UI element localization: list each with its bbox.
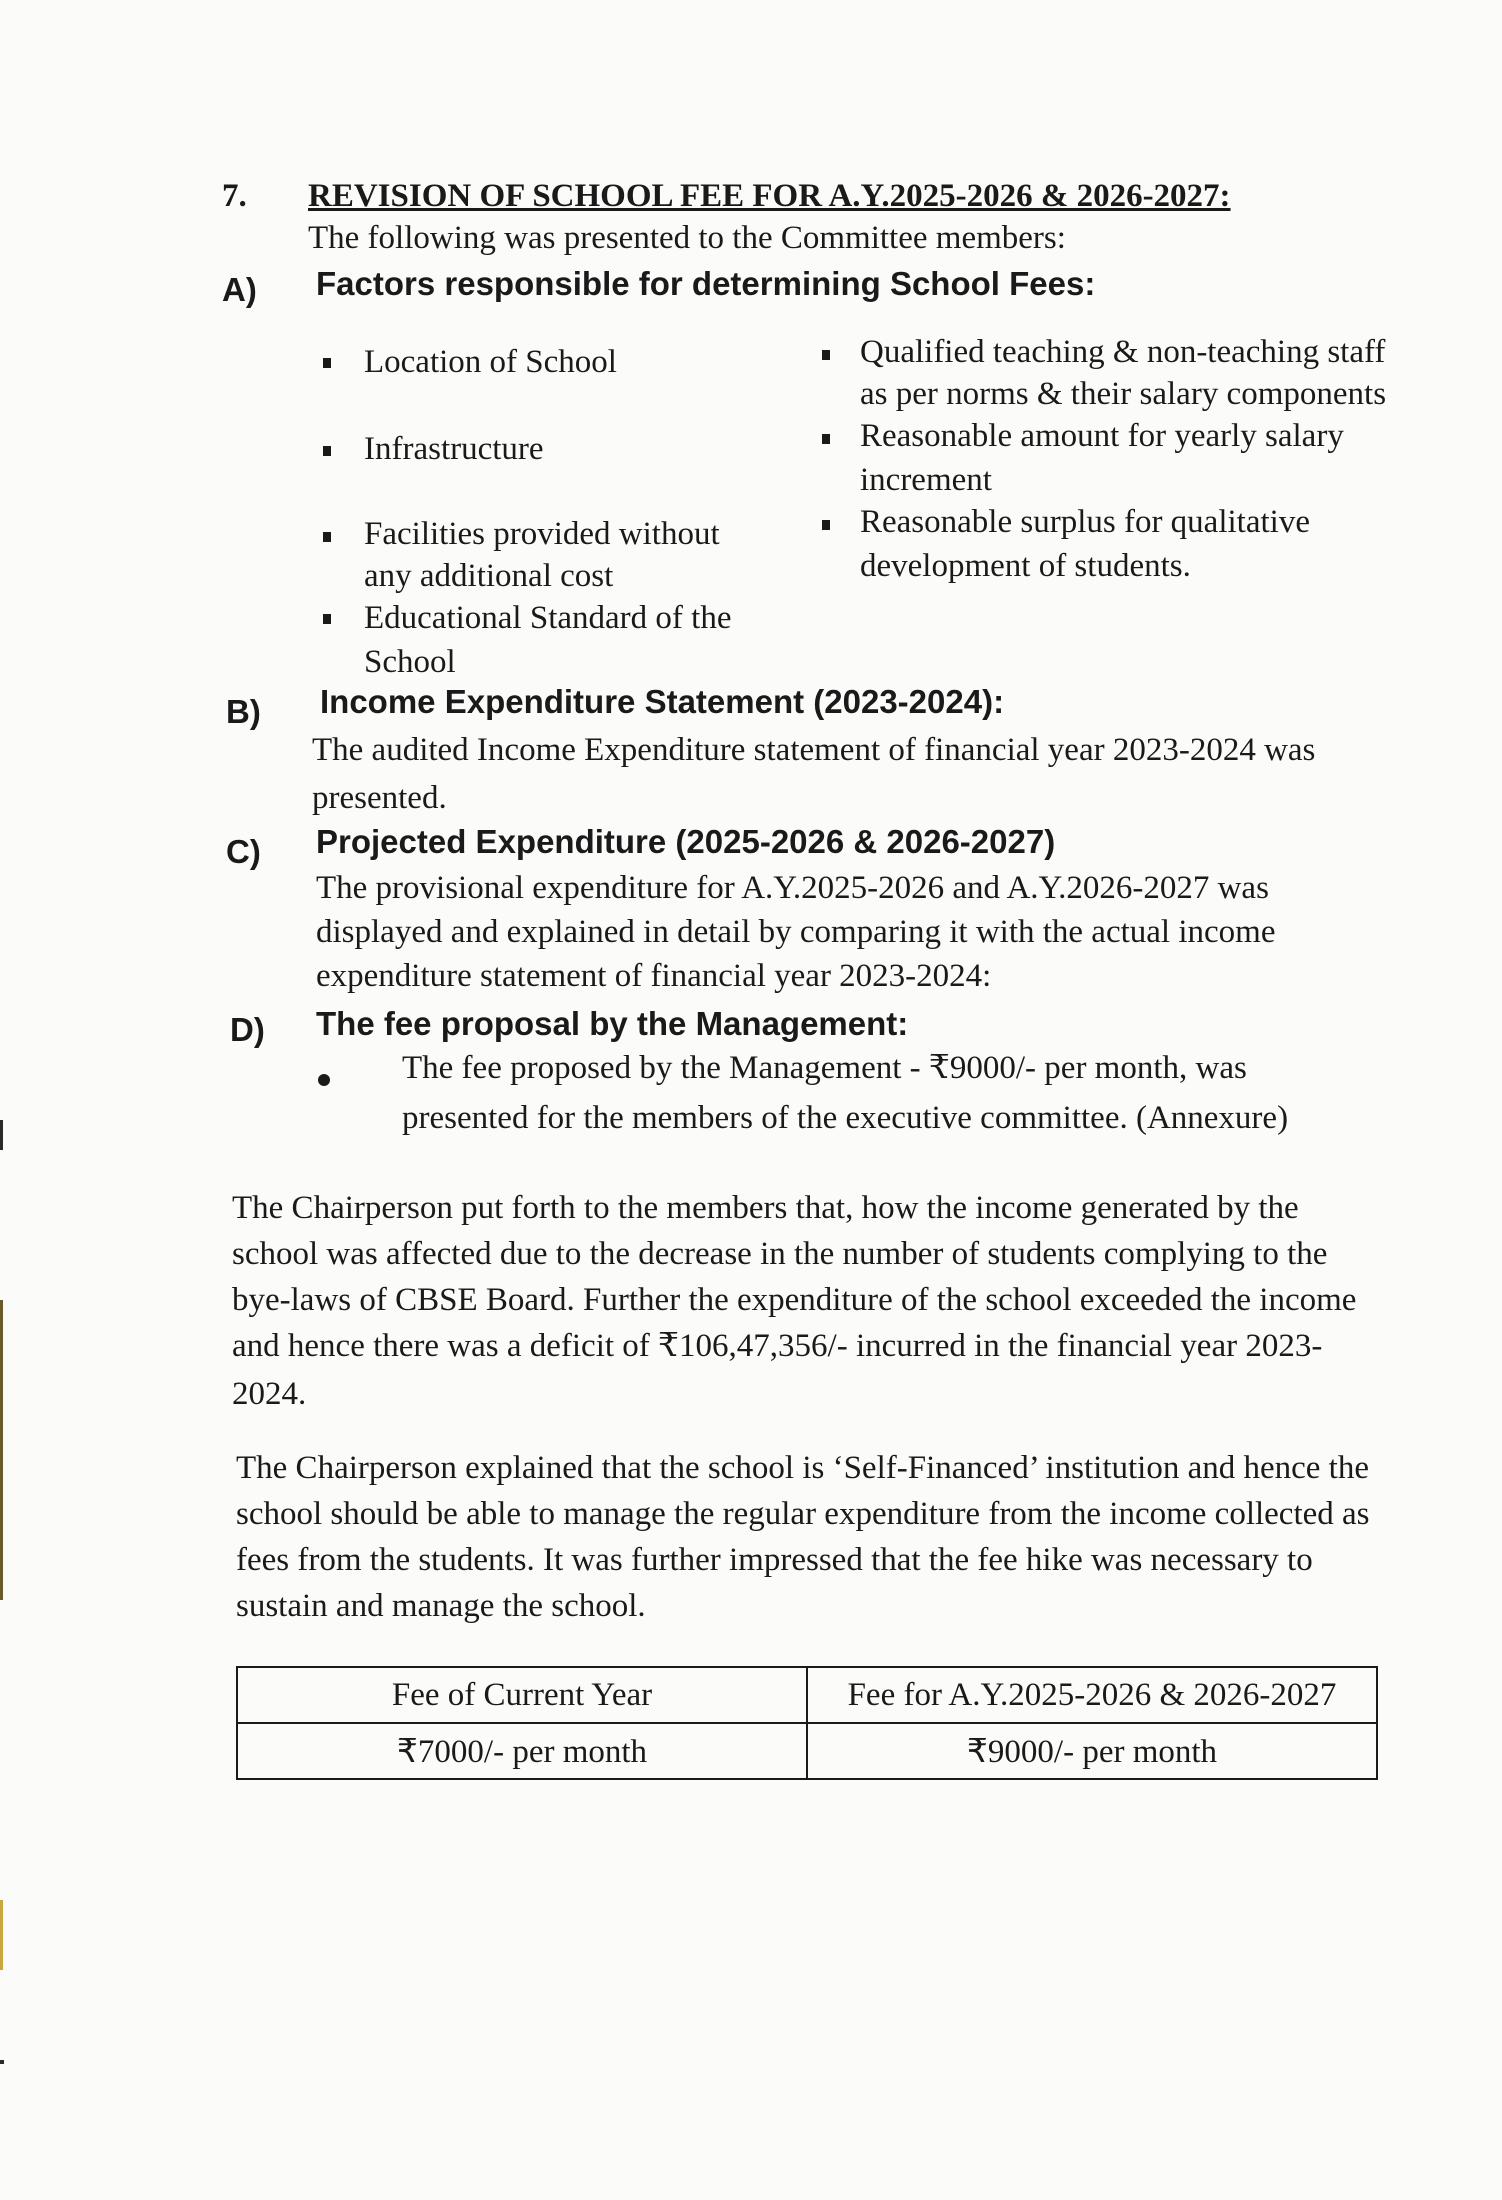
table-cell: ₹7000/- per month — [237, 1723, 807, 1779]
list-item: Location of School — [364, 344, 617, 380]
square-bullet-icon — [323, 358, 331, 368]
paragraph-line: school was affected due to the decrease in the number of students complying to the — [232, 1236, 1328, 1272]
list-item: Reasonable amount for yearly salary — [860, 418, 1344, 454]
part-d-heading: The fee proposal by the Management: — [316, 1005, 909, 1042]
list-item: Qualified teaching & non-teaching staff — [860, 334, 1386, 370]
round-bullet-icon — [318, 1074, 330, 1086]
section-number: 7. — [222, 178, 247, 214]
square-bullet-icon — [822, 434, 830, 444]
list-item-continued: any additional cost — [364, 558, 614, 594]
part-d-bullet-line: presented for the members of the executive committee. (Annexure) — [402, 1100, 1289, 1136]
square-bullet-icon — [323, 532, 331, 542]
list-item-continued: development of students. — [860, 548, 1191, 584]
scan-edge-mark — [0, 1900, 3, 1970]
list-item-continued: as per norms & their salary components — [860, 376, 1387, 412]
part-b-text-line: presented. — [312, 780, 447, 816]
list-item: Infrastructure — [364, 431, 544, 467]
part-d-label: D) — [230, 1011, 265, 1048]
square-bullet-icon — [323, 614, 331, 624]
list-item-continued: School — [364, 644, 456, 680]
part-b-label: B) — [226, 693, 261, 730]
table-header-cell: Fee of Current Year — [237, 1667, 807, 1723]
table-row — [237, 1723, 1377, 1779]
part-c-text-line: displayed and explained in detail by comparing it with the actual income — [316, 914, 1276, 950]
section-intro: The following was presented to the Committee members: — [308, 220, 1066, 256]
paragraph-line: bye-laws of CBSE Board. Further the expenditure of the school exceeded the income — [232, 1282, 1357, 1318]
paragraph-line: school should be able to manage the regular expenditure from the income collected as — [236, 1496, 1370, 1532]
table-cell: ₹9000/- per month — [807, 1723, 1377, 1779]
part-c-text-line: The provisional expenditure for A.Y.2025-2026 and A.Y.2026-2027 was — [316, 870, 1269, 906]
part-a-heading: Factors responsible for determining School Fees: — [316, 265, 1096, 302]
paragraph-line: sustain and manage the school. — [236, 1588, 646, 1624]
table-header-row — [237, 1667, 1377, 1723]
part-b-text-line: The audited Income Expenditure statement of financial year 2023-2024 was — [312, 732, 1316, 768]
part-c-heading: Projected Expenditure (2025-2026 & 2026-2027) — [316, 823, 1056, 860]
list-item: Reasonable surplus for qualitative — [860, 504, 1310, 540]
square-bullet-icon — [822, 350, 830, 360]
paragraph-line: 2024. — [232, 1376, 307, 1412]
list-item-continued: increment — [860, 462, 992, 498]
part-d-bullet-line: The fee proposed by the Management - ₹9000/- per month, was — [402, 1050, 1247, 1086]
paragraph-line: The Chairperson explained that the school is ‘Self-Financed’ institution and hence the — [236, 1450, 1369, 1486]
paragraph-line: The Chairperson put forth to the members that, how the income generated by the — [232, 1190, 1299, 1226]
part-a-label: A) — [222, 271, 257, 308]
list-item: Facilities provided without — [364, 516, 720, 552]
fee-comparison-table — [236, 1666, 1378, 1780]
scan-edge-mark — [0, 2060, 4, 2064]
list-item: Educational Standard of the — [364, 600, 732, 636]
scan-edge-mark — [0, 1120, 3, 1150]
part-c-text-line: expenditure statement of financial year 2023-2024: — [316, 958, 992, 994]
part-b-heading: Income Expenditure Statement (2023-2024): — [320, 683, 1005, 720]
square-bullet-icon — [822, 520, 830, 530]
paragraph-line: fees from the students. It was further impressed that the fee hike was necessary to — [236, 1542, 1313, 1578]
square-bullet-icon — [323, 446, 331, 456]
paragraph-line: and hence there was a deficit of ₹106,47,356/- incurred in the financial year 2023- — [232, 1328, 1323, 1364]
section-title: REVISION OF SCHOOL FEE FOR A.Y.2025-2026 & 2026-2027: — [308, 178, 1231, 214]
scan-edge-mark — [0, 1300, 3, 1600]
part-c-label: C) — [226, 833, 261, 870]
table-header-cell: Fee for A.Y.2025-2026 & 2026-2027 — [807, 1667, 1377, 1723]
